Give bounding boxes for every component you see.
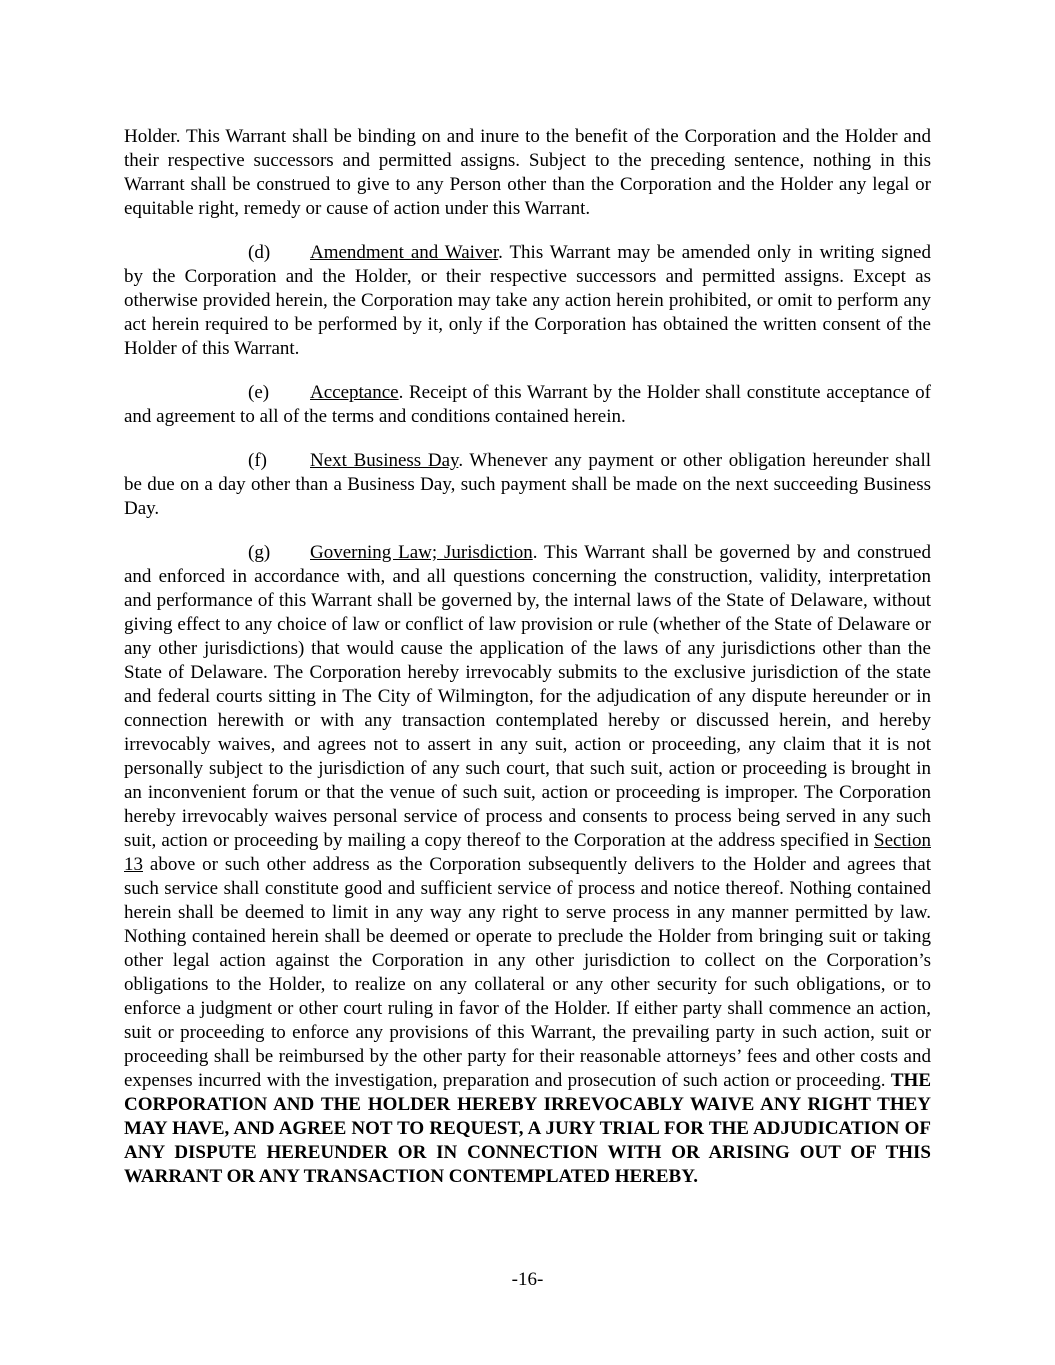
- section-heading: Amendment and Waiver: [310, 242, 499, 263]
- section-label: (e): [248, 382, 270, 403]
- section-d-amendment-and-waiver: [124, 241, 931, 361]
- section-label: (d): [248, 242, 271, 263]
- page-number: -16-: [511, 1269, 544, 1290]
- section-heading: Governing Law; Jurisdiction: [310, 542, 533, 563]
- section-body: . Whenever any payment or other obligation hereunder shall be due on a day other than a Business Day, such payment shall be made on the next succeeding Business Day.: [124, 450, 932, 519]
- section-g-governing-law: [124, 541, 931, 1189]
- section-heading: Acceptance: [310, 382, 399, 403]
- section-e-acceptance: [124, 381, 931, 429]
- section-body: . Receipt of this Warrant by the Holder shall constitute acceptance of and agreement to all of the terms and conditions contained herein.: [124, 382, 931, 427]
- section-label: (g): [248, 542, 271, 563]
- section-label: (f): [248, 450, 267, 471]
- section-body-part-2: above or such other address as the Corporation subsequently delivers to the Holder and agrees that such service shall constitute good and sufficient service of process and notice thereof. Nothing contained herein shall be deemed to limit in any way any right to serve process in any manner permitted by law. Nothing contained herein shall be deemed or operate to preclude the Holder from bringing suit or taking other legal action against the Corporation in any other jurisdiction to collect on the Corporation’s obligations to the Holder, to realize on any collateral or any other security for such obligations, or to enforce a judgment or other court ruling in favor of the Holder. If either party shall commence an action, suit or proceeding to enforce any provisions of this Warrant, the prevailing party in such action, suit or proceeding shall be reimbursed by the other party for their reasonable attorneys’ fees and other costs and expenses incurred with the investigation, preparation and prosecution of such action or proceeding.: [124, 854, 931, 1091]
- document-page: [124, 125, 931, 1209]
- section-heading: Next Business Day: [310, 450, 459, 471]
- section-13-reference: Section 13: [124, 830, 931, 875]
- paragraph-holder-continuation: [124, 125, 931, 221]
- section-f-next-business-day: [124, 449, 931, 521]
- paragraph-text: Holder. This Warrant shall be binding on and inure to the benefit of the Corporation and the Holder and their respective successors and permitted assigns. Subject to the preceding sentence, nothing in this Warrant shall be construed to give to any Person other than the Corporation and the Holder any legal or equitable right, remedy or cause of action under this Warrant.: [124, 126, 931, 219]
- section-body-part-1: . This Warrant shall be governed by and construed and enforced in accordance with, and all questions concerning the construction, validity, interpretation and performance of this Warrant shall be governed by, the internal laws of the State of Delaware, without giving effect to any choice of law or conflict of law provision or rule (whether of the State of Delaware or any other jurisdictions) that would cause the application of the laws of any jurisdictions other than the State of Delaware. The Corporation hereby irrevocably submits to the exclusive jurisdiction of the state and federal courts sitting in The City of Wilmington, for the adjudication of any dispute hereunder or in connection herewith or with any transaction contemplated hereby or discussed herein, and hereby irrevocably waives, and agrees not to assert in any suit, action or proceeding, any claim that it is not personally subject to the jurisdiction of any such court, that such suit, action or proceeding is brought in an inconvenient forum or that the venue of such suit, action or proceeding is improper. The Corporation hereby irrevocably waives personal service of process and consents to process being served in any such suit, action or proceeding by mailing a copy thereof to the Corporation at the address specified in: [124, 542, 931, 851]
- jury-waiver-text: THE CORPORATION AND THE HOLDER HEREBY IRREVOCABLY WAIVE ANY RIGHT THEY MAY HAVE, AND AGREE NOT TO REQUEST, A JURY TRIAL FOR THE ADJUDICATION OF ANY DISPUTE HEREUNDER OR IN CONNECTION WITH OR ARISING OUT OF THIS WARRANT OR ANY TRANSACTION CONTEMPLATED HEREBY.: [124, 1070, 931, 1187]
- section-body: . This Warrant may be amended only in writing signed by the Corporation and the Holder, or their respective successors and permitted assigns. Except as otherwise provided herein, the Corporation may take any action herein prohibited, or omit to perform any act herein required to be performed by it, only if the Corporation has obtained the written consent of the Holder of this Warrant.: [124, 242, 931, 359]
